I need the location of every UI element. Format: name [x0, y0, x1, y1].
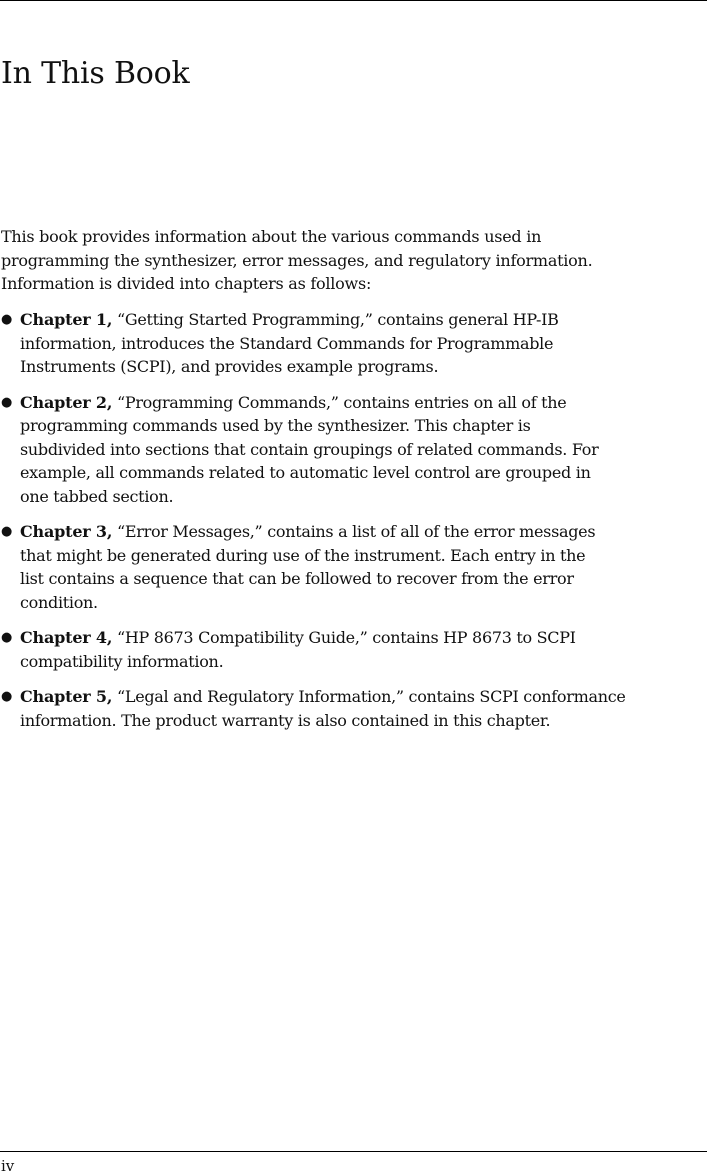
chapter-line: condition. [20, 592, 98, 612]
chapter-line: Instruments (SCPI), and provides example programs. [20, 357, 439, 376]
chapter-line [20, 520, 707, 544]
chapter-line: list contains a sequence that can be followed to recover from the error [20, 569, 574, 588]
chapter-text: “Getting Started Programming,” contains general HP-IB [112, 310, 559, 329]
chapter-text: “Error Messages,” contains a list of all of the error messages [112, 522, 596, 541]
list-item-chapter-1 [0, 308, 707, 379]
list-item-chapter-3 [0, 520, 707, 614]
top-rule [0, 0, 707, 1]
chapter-label: Chapter 2, [20, 392, 113, 412]
chapter-line: programming commands used by the synthesizer. This chapter is [20, 416, 531, 435]
page-title: In This Book [1, 56, 190, 91]
intro-line: programming the synthesizer, error messages, and regulatory information. [1, 250, 593, 270]
intro-line: Information is divided into chapters as follows: [1, 274, 372, 293]
list-item-chapter-2 [0, 391, 707, 509]
chapter-text: “HP 8673 Compatibility Guide,” contains HP 8673 to SCPI [112, 628, 576, 647]
chapter-line: information. The product warranty is also contained in this chapter. [20, 710, 551, 730]
chapter-label: Chapter 5, [20, 687, 113, 706]
chapter-line [20, 685, 707, 709]
chapter-label: Chapter 3, [20, 522, 113, 541]
intro-line: This book provides information about the various commands used in [1, 227, 542, 246]
chapter-line: compatibility information. [20, 651, 224, 671]
chapter-line: example, all commands related to automatic level control are grouped in [20, 463, 591, 482]
bullet-icon: ● [1, 394, 13, 410]
list-item-chapter-4 [0, 626, 707, 673]
bullet-icon: ● [1, 524, 13, 539]
bullet-icon: ● [1, 630, 13, 645]
chapter-line: that might be generated during use of the instrument. Each entry in the [20, 545, 586, 565]
list-item-chapter-5 [0, 685, 707, 732]
bullet-icon: ● [1, 689, 13, 704]
chapter-line [20, 308, 707, 332]
chapter-text: “Programming Commands,” contains entries on all of the [112, 392, 567, 412]
chapter-line: subdivided into sections that contain groupings of related commands. For [20, 439, 599, 459]
chapter-label: Chapter 4, [20, 628, 113, 647]
bullet-icon: ● [1, 312, 13, 327]
bottom-rule [0, 1151, 707, 1152]
chapter-line: information, introduces the Standard Commands for Programmable [20, 333, 554, 353]
chapter-line [20, 626, 707, 650]
chapter-label: Chapter 1, [20, 310, 113, 329]
intro-paragraph [1, 225, 701, 296]
chapter-text: “Legal and Regulatory Information,” contains SCPI conformance [112, 687, 626, 706]
chapter-line [20, 391, 707, 415]
page-number: iv [1, 1157, 15, 1175]
chapter-list [0, 308, 707, 744]
chapter-line: one tabbed section. [20, 486, 174, 506]
